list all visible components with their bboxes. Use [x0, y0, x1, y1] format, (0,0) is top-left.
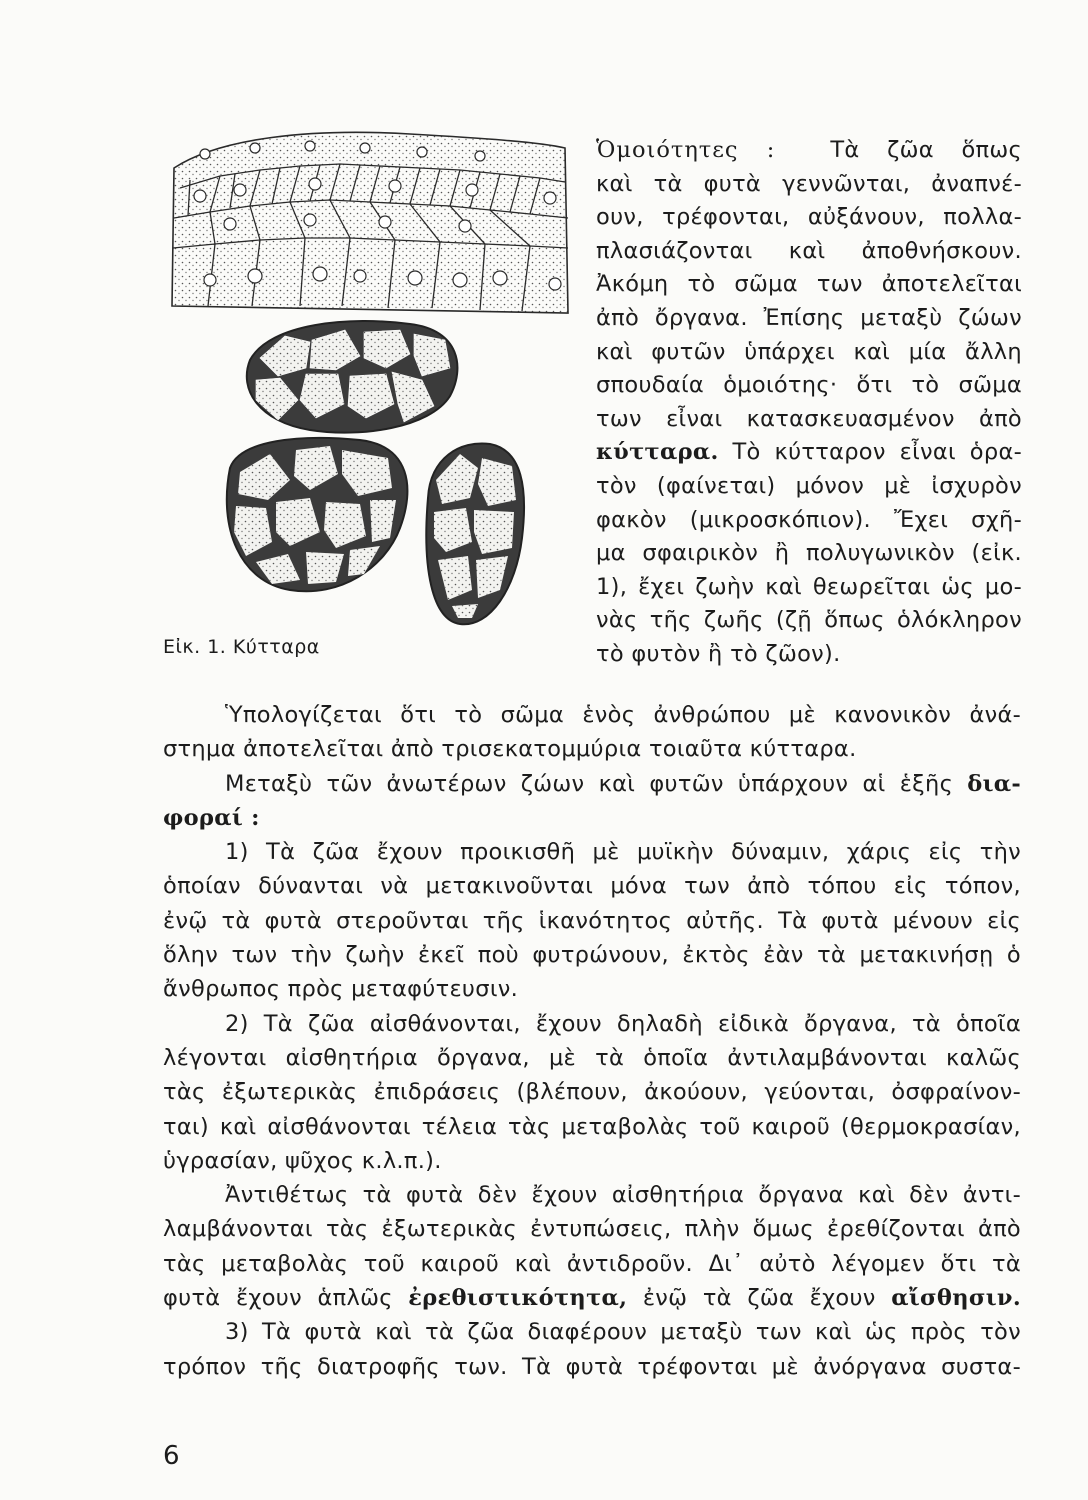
text-line: Ἀντιθέτως τὰ φυτὰ δὲν ἔχουν αἰσθητήρια ὄργανα καὶ δὲν ἀντι-	[225, 1182, 1021, 1209]
bold-term: κύτταρα.	[596, 439, 719, 466]
cell-illustration	[160, 128, 580, 628]
text-line: Τὰ ζῶα ὅπως	[830, 137, 1022, 163]
text-line: τὰς μεταβολὰς τοῦ καιροῦ καὶ ἀντιδροῦν. Δι᾽ αὐτὸ λέγομεν ὅτι τὰ	[163, 1250, 1021, 1277]
text-line: ἀπὸ ὄργανα. Ἐπίσης μεταξὺ ζώων	[596, 304, 1022, 331]
text-line: ἐνῷ τὰ ζῶα ἔχουν	[642, 1285, 876, 1312]
text-line: τρόπον τῆς διατροφῆς των. Τὰ φυτὰ τρέφονται μὲ ἀνόργανα συστα-	[163, 1353, 1021, 1380]
text-line: τὰς ἐξωτερικὰς ἐπιδράσεις (βλέπουν, ἀκούουν, γεύονται, ὀσφραίνον-	[163, 1079, 1021, 1106]
text-line: καὶ φυτῶν ὑπάρχει καὶ μία ἄλλη	[596, 338, 1022, 365]
tissue-block	[172, 132, 568, 313]
text-line: Μεταξὺ τῶν ἀνωτέρων ζώων καὶ φυτῶν ὑπάρχουν αἱ ἑξῆς	[225, 770, 954, 797]
bold-term: ἐρεθιστικότητα,	[408, 1285, 628, 1312]
text-line: 2) Τὰ ζῶα αἰσθάνονται, ἔχουν δηλαδὴ εἰδικὰ ὄργανα, τὰ ὁποῖα	[225, 1010, 1021, 1037]
text-line: Τὸ κύτταρον εἶναι ὁρα-	[732, 439, 1022, 466]
text-line: νὰς τῆς ζωῆς (ζῇ ὅπως ὁλόκληρον	[596, 607, 1022, 634]
text-line: μα σφαιρικὸν ἢ πολυγωνικὸν (εἰκ.	[596, 540, 1022, 567]
text-line: ἄνθρωπος πρὸς μεταφύτευσιν.	[163, 976, 519, 1003]
text-line: 1), ἔχει ζωὴν καὶ θεωρεῖται ὡς μο-	[596, 573, 1022, 600]
text-line: πλασιάζονται καὶ ἀποθνήσκουν.	[596, 237, 1022, 264]
text-line: λέγονται αἰσθητήρια ὄργανα, μὲ τὰ ὁποῖα ἀντιλαμβάνονται καλῶς	[163, 1044, 1021, 1071]
text-line: 1) Τὰ ζῶα ἔχουν προικισθῆ μὲ μυϊκὴν δύναμιν, χάρις εἰς τὴν	[225, 839, 1021, 866]
text-line: ὁποίαν δύνανται νὰ μετακινοῦνται μόνα των ἀπὸ τόπου εἰς τόπον,	[163, 873, 1021, 900]
text-line: 3) Τὰ φυτὰ καὶ τὰ ζῶα διαφέρουν μεταξὺ των καὶ ὡς πρὸς τὸν	[225, 1319, 1021, 1346]
text-line: λαμβάνονται τὰς ἐξωτερικὰς ἐντυπώσεις, πλὴν ὅμως ἐρεθίζονται ἀπὸ	[163, 1216, 1021, 1243]
text-line: ὅλην των τὴν ζωὴν ἐκεῖ ποὺ φυτρώνουν, ἐκτὸς ἐὰν τὰ μετακινήσῃ ὁ	[163, 942, 1021, 969]
cell-cluster-top	[247, 321, 458, 433]
bold-term: αἴσθησιν.	[891, 1285, 1021, 1312]
text-line: ται) καὶ αἰσθάνονται τέλεια τὰς μεταβολὰς τοῦ καιροῦ (θερμοκρασίαν,	[163, 1113, 1021, 1140]
cell-cluster-right	[426, 443, 524, 624]
main-body	[163, 698, 1021, 1384]
text-line: τὸν (φαίνεται) μόνον μὲ ἰσχυρὸν	[596, 472, 1022, 499]
text-line: φακὸν (μικροσκόπιον). Ἔχει σχῆ-	[596, 506, 1022, 533]
page-number: 6	[163, 1441, 180, 1471]
text-line: τὸ φυτὸν ἢ τὸ ζῶον).	[596, 640, 841, 667]
figure-caption: Εἰκ. 1. Κύτταρα	[163, 636, 320, 658]
text-line: ἐνῷ τὰ φυτὰ στεροῦνται τῆς ἱκανότητος αὐτῆς. Τὰ φυτὰ μένουν εἰς	[163, 907, 1021, 934]
text-line: των εἶναι κατασκευασμένον ἀπὸ	[596, 405, 1022, 432]
cell-cluster-left	[227, 438, 408, 591]
section-heading: Ὁμοιότητες :	[596, 137, 776, 163]
text-line: Ὑπολογίζεται ὅτι τὸ σῶμα ἑνὸς ἀνθρώπου μὲ κανονικὸν ἀνά-	[225, 702, 1021, 728]
text-line: ὑγρασίαν, ψῦχος κ.λ.π.).	[163, 1147, 442, 1174]
text-line: Ἀκόμη τὸ σῶμα των ἀποτελεῖται	[596, 271, 1022, 298]
text-line: σπουδαία ὁμοιότης· ὅτι τὸ σῶμα	[596, 372, 1022, 399]
text-line: καὶ τὰ φυτὰ γεννῶνται, ἀναπνέ-	[596, 170, 1022, 197]
text-line: στημα ἀποτελεῖται ἀπὸ τρισεκατομμύρια τοιαῦτα κύτταρα.	[163, 736, 857, 763]
bold-term: δια-	[967, 770, 1021, 797]
text-line: ουν, τρέφονται, αὐξάνουν, πολλα-	[596, 204, 1022, 231]
bold-term: φοραί :	[163, 804, 260, 831]
cells-drawing	[160, 128, 580, 628]
text-line: φυτὰ ἔχουν ἁπλῶς	[163, 1285, 393, 1312]
side-paragraph	[596, 134, 1022, 672]
